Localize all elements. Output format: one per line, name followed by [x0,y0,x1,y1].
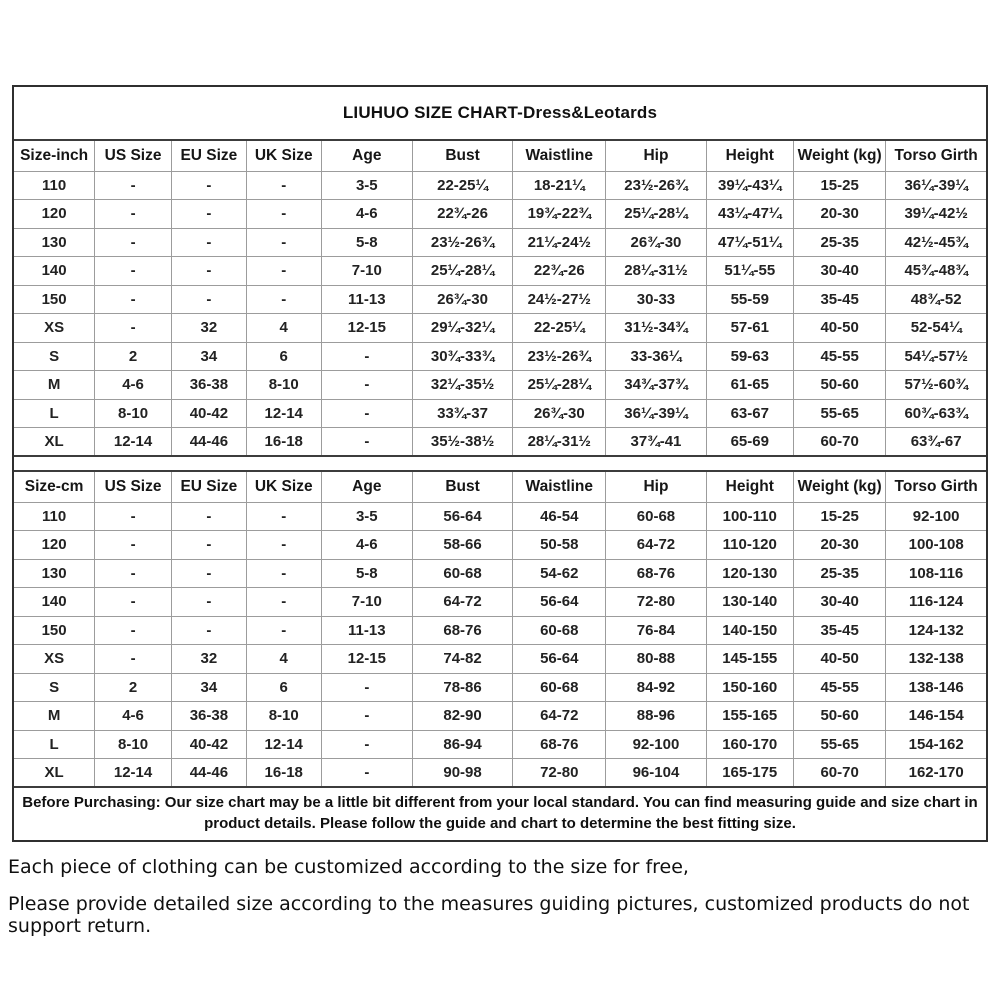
cell-xs-torso-girth: 52-54¼ [886,314,986,343]
cell-140-bust: 64-72 [413,588,513,617]
cell-s-height: 150-160 [706,673,793,702]
cell-130-torso-girth: 42½-45¾ [886,228,986,257]
column-header-us-size: US Size [95,140,172,171]
cell-l-eu-size: 40-42 [171,399,246,428]
cell-110-size-cm: 110 [14,502,95,531]
cell-s-torso-girth: 138-146 [886,673,986,702]
cell-110-age: 3-5 [321,171,412,200]
cell-120-us-size: - [95,200,172,229]
cell-130-waistline: 21¼-24½ [513,228,606,257]
cell-140-hip: 72-80 [606,588,706,617]
cell-l-torso-girth: 154-162 [886,730,986,759]
cell-150-hip: 76-84 [606,616,706,645]
cell-s-hip: 84-92 [606,673,706,702]
cell-120-eu-size: - [171,531,246,560]
cell-m-bust: 82-90 [413,702,513,731]
cell-150-waistline: 24½-27½ [513,285,606,314]
cell-m-us-size: 4-6 [95,371,172,400]
cell-xl-weight-kg: 60-70 [793,759,885,788]
cell-l-us-size: 8-10 [95,399,172,428]
cell-110-height: 39¼-43¼ [706,171,793,200]
cell-140-height: 130-140 [706,588,793,617]
cell-s-us-size: 2 [95,673,172,702]
cell-l-hip: 36¼-39¼ [606,399,706,428]
cell-xl-us-size: 12-14 [95,428,172,457]
cell-130-age: 5-8 [321,228,412,257]
cell-130-bust: 60-68 [413,559,513,588]
cell-110-eu-size: - [171,171,246,200]
cell-150-us-size: - [95,285,172,314]
cell-110-torso-girth: 92-100 [886,502,986,531]
cell-xl-eu-size: 44-46 [171,759,246,788]
column-header-us-size: US Size [95,471,172,502]
column-header-weight-kg: Weight (kg) [793,140,885,171]
cell-130-height: 120-130 [706,559,793,588]
cell-120-waistline: 50-58 [513,531,606,560]
cell-xl-size-cm: XL [14,759,95,788]
cell-xl-size-inch: XL [14,428,95,457]
cell-120-bust: 58-66 [413,531,513,560]
cell-s-waistline: 60-68 [513,673,606,702]
cell-xs-size-inch: XS [14,314,95,343]
cell-xs-waistline: 22-25¼ [513,314,606,343]
cell-110-hip: 23½-26¾ [606,171,706,200]
cell-xl-eu-size: 44-46 [171,428,246,457]
column-header-size-inch: Size-inch [20,146,89,164]
cell-140-eu-size: - [171,257,246,286]
column-header-bust: Bust [413,140,513,171]
cell-xs-height: 57-61 [706,314,793,343]
cell-150-hip: 30-33 [606,285,706,314]
cell-xl-uk-size: 16-18 [246,428,321,457]
cell-xl-bust: 90-98 [413,759,513,788]
cell-110-eu-size: - [171,502,246,531]
column-header-waistline: Waistline [513,471,606,502]
cell-120-hip: 25¼-28¼ [606,200,706,229]
size-row-xl [14,759,986,788]
size-chart-panel [12,85,988,842]
size-row-130 [14,559,986,588]
cell-140-torso-girth: 45¾-48¾ [886,257,986,286]
cell-110-us-size: - [95,502,172,531]
cell-110-weight-kg: 15-25 [793,171,885,200]
header-row [14,471,986,502]
cell-150-uk-size: - [246,285,321,314]
cell-110-torso-girth: 36¼-39¼ [886,171,986,200]
cell-130-weight-kg: 25-35 [793,228,885,257]
cell-140-hip: 28¼-31½ [606,257,706,286]
cell-m-bust: 32¼-35½ [413,371,513,400]
cell-s-eu-size: 34 [171,342,246,371]
cell-130-hip: 26¾-30 [606,228,706,257]
footer-return-policy-line: Please provide detailed size according to the measures guiding pictures, customized products do not support return. [8,893,970,937]
column-header-waistline: Waistline [513,140,606,171]
size-row-140 [14,588,986,617]
column-header-age: Age [321,140,412,171]
cell-m-torso-girth: 146-154 [886,702,986,731]
size-row-120 [14,200,986,229]
cell-xs-uk-size: 4 [246,645,321,674]
cell-l-uk-size: 12-14 [246,399,321,428]
cell-120-hip: 64-72 [606,531,706,560]
cell-xs-age: 12-15 [321,314,412,343]
cell-110-hip: 60-68 [606,502,706,531]
size-row-xs [14,314,986,343]
cell-xl-weight-kg: 60-70 [793,428,885,457]
cell-l-torso-girth: 60¾-63¾ [886,399,986,428]
cell-xs-uk-size: 4 [246,314,321,343]
cell-xl-age: - [321,759,412,788]
cell-120-torso-girth: 39¼-42½ [886,200,986,229]
cell-xs-hip: 80-88 [606,645,706,674]
column-header-hip: Hip [606,471,706,502]
size-row-m [14,702,986,731]
cell-xl-height: 65-69 [706,428,793,457]
cell-s-waistline: 23½-26¾ [513,342,606,371]
cell-xs-us-size: - [95,645,172,674]
cell-140-uk-size: - [246,257,321,286]
cell-l-weight-kg: 55-65 [793,399,885,428]
footer-customization-line: Each piece of clothing can be customized according to the size for free, [8,856,689,878]
cell-140-size-inch: 140 [14,257,95,286]
column-header-size-cm: Size-cm [24,477,84,495]
cell-s-weight-kg: 45-55 [793,342,885,371]
cell-l-size-inch: L [14,399,95,428]
cell-150-bust: 68-76 [413,616,513,645]
cell-xs-weight-kg: 40-50 [793,314,885,343]
size-row-s [14,673,986,702]
cell-130-age: 5-8 [321,559,412,588]
cell-120-size-inch: 120 [14,200,95,229]
column-header-hip: Hip [606,140,706,171]
cell-120-us-size: - [95,531,172,560]
cell-l-age: - [321,399,412,428]
cell-s-us-size: 2 [95,342,172,371]
cell-150-size-cm: 150 [14,616,95,645]
cell-xs-us-size: - [95,314,172,343]
size-row-xl [14,428,986,457]
size-row-l [14,730,986,759]
cell-m-size-inch: M [14,371,95,400]
cell-s-size-inch: S [14,342,95,371]
cell-140-waistline: 22¾-26 [513,257,606,286]
cell-110-age: 3-5 [321,502,412,531]
cell-l-height: 63-67 [706,399,793,428]
cell-130-size-cm: 130 [14,559,95,588]
cell-xs-weight-kg: 40-50 [793,645,885,674]
cell-110-waistline: 18-21¼ [513,171,606,200]
cell-140-us-size: - [95,257,172,286]
cell-120-waistline: 19¾-22¾ [513,200,606,229]
cell-l-bust: 33¾-37 [413,399,513,428]
cell-150-torso-girth: 48¾-52 [886,285,986,314]
cell-130-bust: 23½-26¾ [413,228,513,257]
cell-120-height: 43¼-47¼ [706,200,793,229]
cell-150-eu-size: - [171,616,246,645]
cell-l-bust: 86-94 [413,730,513,759]
cell-130-height: 47¼-51¼ [706,228,793,257]
cell-150-age: 11-13 [321,616,412,645]
cell-140-waistline: 56-64 [513,588,606,617]
cell-110-waistline: 46-54 [513,502,606,531]
cell-140-weight-kg: 30-40 [793,257,885,286]
cell-140-weight-kg: 30-40 [793,588,885,617]
column-header-eu-size: EU Size [171,471,246,502]
cell-xl-bust: 35½-38½ [413,428,513,457]
cell-m-waistline: 64-72 [513,702,606,731]
cell-m-size-cm: M [14,702,95,731]
size-table-inch [14,139,986,457]
chart-title: LIUHUO SIZE CHART-Dress&Leotards [342,103,658,122]
cell-xl-torso-girth: 63¾-67 [886,428,986,457]
cell-140-torso-girth: 116-124 [886,588,986,617]
cell-110-bust: 22-25¼ [413,171,513,200]
size-row-150 [14,616,986,645]
cell-l-age: - [321,730,412,759]
column-header-uk-size: UK Size [246,471,321,502]
cell-xl-hip: 37¾-41 [606,428,706,457]
cell-l-height: 160-170 [706,730,793,759]
cell-s-height: 59-63 [706,342,793,371]
cell-xl-hip: 96-104 [606,759,706,788]
cell-m-age: - [321,371,412,400]
cell-l-waistline: 26¾-30 [513,399,606,428]
cell-xs-bust: 74-82 [413,645,513,674]
cell-120-uk-size: - [246,531,321,560]
column-header-uk-size: UK Size [246,140,321,171]
cell-130-eu-size: - [171,559,246,588]
cell-140-eu-size: - [171,588,246,617]
cell-s-age: - [321,342,412,371]
cell-xs-size-cm: XS [14,645,95,674]
cell-xl-age: - [321,428,412,457]
size-row-120 [14,531,986,560]
cell-l-hip: 92-100 [606,730,706,759]
cell-120-size-cm: 120 [14,531,95,560]
cell-140-age: 7-10 [321,257,412,286]
cell-m-torso-girth: 57½-60¾ [886,371,986,400]
column-header-bust: Bust [413,471,513,502]
cell-110-height: 100-110 [706,502,793,531]
cell-m-waistline: 25¼-28¼ [513,371,606,400]
cell-s-eu-size: 34 [171,673,246,702]
cell-xl-torso-girth: 162-170 [886,759,986,788]
size-row-150 [14,285,986,314]
table-gap [14,457,986,470]
column-header-torso-girth: Torso Girth [886,140,986,171]
cell-m-uk-size: 8-10 [246,371,321,400]
cell-xs-waistline: 56-64 [513,645,606,674]
cell-120-torso-girth: 100-108 [886,531,986,560]
cell-140-bust: 25¼-28¼ [413,257,513,286]
cell-s-torso-girth: 54¼-57½ [886,342,986,371]
column-header-eu-size: EU Size [171,140,246,171]
cell-m-hip: 88-96 [606,702,706,731]
cell-l-weight-kg: 55-65 [793,730,885,759]
cell-120-eu-size: - [171,200,246,229]
cell-130-torso-girth: 108-116 [886,559,986,588]
cell-130-weight-kg: 25-35 [793,559,885,588]
cell-xs-eu-size: 32 [171,314,246,343]
cell-s-bust: 30¾-33¾ [413,342,513,371]
cell-140-size-cm: 140 [14,588,95,617]
cell-xs-hip: 31½-34¾ [606,314,706,343]
cell-l-us-size: 8-10 [95,730,172,759]
cell-110-uk-size: - [246,502,321,531]
cell-120-weight-kg: 20-30 [793,531,885,560]
cell-150-size-inch: 150 [14,285,95,314]
cell-150-waistline: 60-68 [513,616,606,645]
cell-140-uk-size: - [246,588,321,617]
cell-m-height: 61-65 [706,371,793,400]
cell-130-eu-size: - [171,228,246,257]
cell-s-uk-size: 6 [246,342,321,371]
cell-110-size-inch: 110 [14,171,95,200]
cell-l-uk-size: 12-14 [246,730,321,759]
cell-m-weight-kg: 50-60 [793,371,885,400]
cell-m-hip: 34¾-37¾ [606,371,706,400]
cell-s-size-cm: S [14,673,95,702]
cell-l-eu-size: 40-42 [171,730,246,759]
cell-m-weight-kg: 50-60 [793,702,885,731]
size-row-m [14,371,986,400]
cell-120-bust: 22¾-26 [413,200,513,229]
size-row-140 [14,257,986,286]
cell-130-uk-size: - [246,559,321,588]
cell-120-age: 4-6 [321,200,412,229]
cell-120-height: 110-120 [706,531,793,560]
cell-m-height: 155-165 [706,702,793,731]
cell-130-waistline: 54-62 [513,559,606,588]
cell-150-eu-size: - [171,285,246,314]
cell-m-age: - [321,702,412,731]
cell-xs-torso-girth: 132-138 [886,645,986,674]
cell-120-uk-size: - [246,200,321,229]
cell-140-us-size: - [95,588,172,617]
cell-120-age: 4-6 [321,531,412,560]
cell-l-waistline: 68-76 [513,730,606,759]
size-row-110 [14,502,986,531]
cell-s-uk-size: 6 [246,673,321,702]
header-row [14,140,986,171]
cell-m-eu-size: 36-38 [171,702,246,731]
cell-150-torso-girth: 124-132 [886,616,986,645]
cell-150-us-size: - [95,616,172,645]
cell-xl-us-size: 12-14 [95,759,172,788]
cell-s-bust: 78-86 [413,673,513,702]
cell-130-uk-size: - [246,228,321,257]
cell-m-eu-size: 36-38 [171,371,246,400]
cell-140-age: 7-10 [321,588,412,617]
cell-130-us-size: - [95,228,172,257]
cell-150-height: 140-150 [706,616,793,645]
column-header-age: Age [321,471,412,502]
cell-s-weight-kg: 45-55 [793,673,885,702]
cell-xs-bust: 29¼-32¼ [413,314,513,343]
cell-110-bust: 56-64 [413,502,513,531]
size-row-s [14,342,986,371]
cell-s-hip: 33-36¼ [606,342,706,371]
cell-l-size-cm: L [14,730,95,759]
purchase-note: Before Purchasing: Our size chart may be a little bit different from your local standard. You can find measuring guide and size chart in product details. Please follow the guide and chart to determine the best fitting size. [22,794,978,832]
cell-xs-eu-size: 32 [171,645,246,674]
cell-xl-waistline: 72-80 [513,759,606,788]
column-header-weight-kg: Weight (kg) [793,471,885,502]
cell-110-uk-size: - [246,171,321,200]
cell-xl-waistline: 28¼-31½ [513,428,606,457]
column-header-torso-girth: Torso Girth [886,471,986,502]
cell-m-uk-size: 8-10 [246,702,321,731]
cell-150-age: 11-13 [321,285,412,314]
cell-xs-age: 12-15 [321,645,412,674]
cell-120-weight-kg: 20-30 [793,200,885,229]
cell-s-age: - [321,673,412,702]
cell-130-size-inch: 130 [14,228,95,257]
cell-140-height: 51¼-55 [706,257,793,286]
cell-110-us-size: - [95,171,172,200]
cell-xs-height: 145-155 [706,645,793,674]
size-row-110 [14,171,986,200]
cell-150-bust: 26¾-30 [413,285,513,314]
cell-110-weight-kg: 15-25 [793,502,885,531]
column-header-height: Height [706,140,793,171]
cell-150-weight-kg: 35-45 [793,285,885,314]
cell-130-us-size: - [95,559,172,588]
size-row-xs [14,645,986,674]
cell-m-us-size: 4-6 [95,702,172,731]
cell-150-height: 55-59 [706,285,793,314]
cell-xl-uk-size: 16-18 [246,759,321,788]
cell-130-hip: 68-76 [606,559,706,588]
size-row-130 [14,228,986,257]
cell-150-weight-kg: 35-45 [793,616,885,645]
cell-xl-height: 165-175 [706,759,793,788]
size-row-l [14,399,986,428]
size-table-cm [14,470,986,788]
cell-150-uk-size: - [246,616,321,645]
column-header-height: Height [706,471,793,502]
